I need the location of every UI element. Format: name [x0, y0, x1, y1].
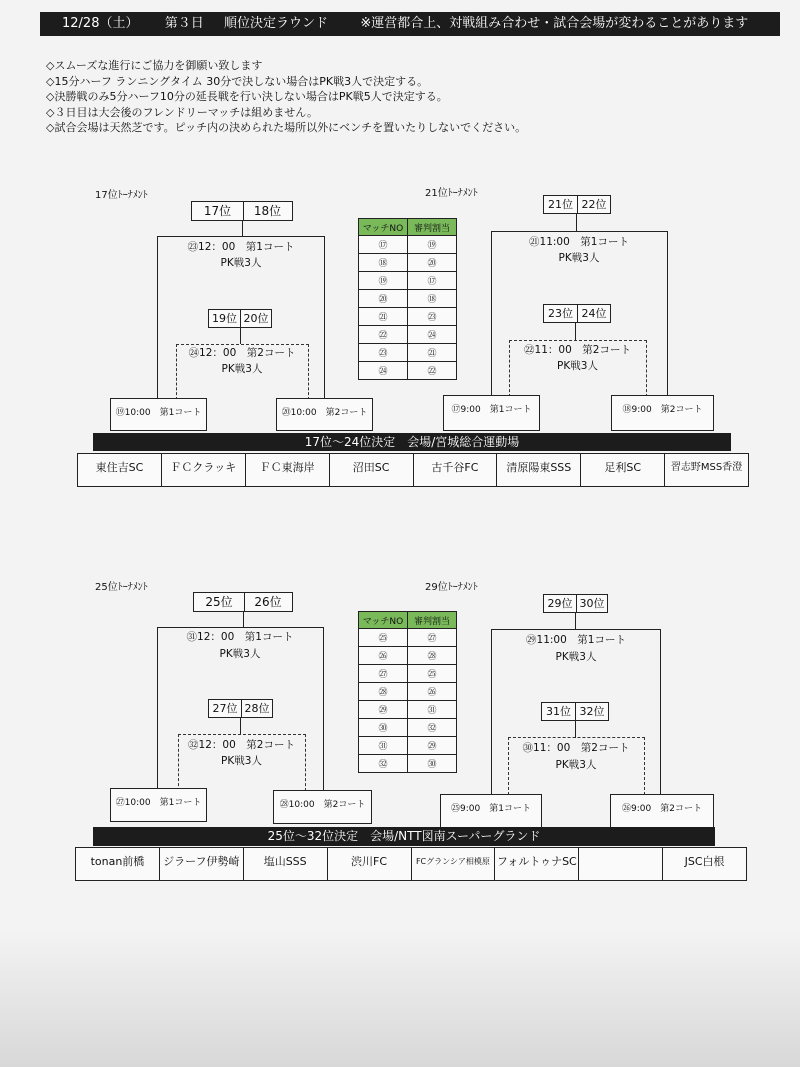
- note-item: ◇決勝戦のみ5分ハーフ10分の延長戦を行い決しない場合はPK戦5人で決定する。: [46, 90, 448, 103]
- ref-cell: ㉙: [408, 737, 457, 755]
- first-round-match: ⑱9:00 第2コート: [611, 395, 714, 431]
- referee-table: [358, 611, 457, 773]
- ref-cell: ㉔: [359, 362, 408, 380]
- note-item: ◇15分ハーフ ランニングタイム 30分で決しない場合はPK戦3人で決定する。: [46, 74, 429, 88]
- second-match-label: ㉒11：00 第2コート: [524, 344, 631, 356]
- tournament-title-21: 21位ﾄｰﾅﾒﾝﾄ: [425, 188, 478, 199]
- pk-label: PK戦3人: [221, 363, 263, 375]
- ref-cell: ⑲: [359, 272, 408, 290]
- first-round-match: ⑲10:00 第1コート: [110, 398, 207, 431]
- final-match-label: ㉓12：00 第1コート: [187, 241, 295, 253]
- ref-cell: ⑱: [408, 290, 457, 308]
- first-round-match: ⑰9:00 第1コート: [443, 395, 540, 431]
- first-round-match: ㉖9:00 第2コート: [610, 794, 714, 828]
- place-label: 17位: [203, 204, 232, 218]
- ref-cell: ⑰: [408, 272, 457, 290]
- place-label: 32位: [579, 705, 605, 718]
- ref-cell: ㉛: [359, 737, 408, 755]
- place-box-27-28: [208, 699, 273, 718]
- note-item: ◇スムーズな進行にご協力を御願い致します: [46, 59, 263, 72]
- ref-cell: ㉚: [359, 719, 408, 737]
- ref-cell: ㉕: [408, 665, 457, 683]
- pk-label: PK戦3人: [558, 252, 600, 264]
- place-box-17-18: [191, 201, 293, 221]
- header-bar: [40, 12, 780, 36]
- ref-cell: ㉜: [359, 755, 408, 773]
- team-name: ＦＣクラッキ: [162, 454, 246, 486]
- pk-label: PK戦3人: [220, 257, 262, 269]
- team-name: ジラーフ伊勢崎: [160, 848, 244, 880]
- tournament-title-17: 17位ﾄｰﾅﾒﾝﾄ: [95, 190, 148, 201]
- ref-header-assign: 審判割当: [408, 219, 457, 236]
- place-label: 25位: [205, 595, 233, 609]
- team-name: 塩山SSS: [244, 848, 328, 880]
- ref-cell: ⑱: [359, 254, 408, 272]
- ref-cell: ⑰: [359, 236, 408, 254]
- pk-label: PK戦3人: [221, 755, 262, 767]
- header-round: 順位決定ラウンド: [224, 16, 329, 31]
- team-name: [579, 848, 663, 880]
- first-round-match: ㉕9:00 第1コート: [440, 794, 542, 828]
- place-label: 31位: [546, 705, 571, 718]
- place-label: 27位: [212, 702, 238, 715]
- ref-cell: ㉛: [408, 701, 457, 719]
- note-item: ◇３日目は大会後のフレンドリーマッチは組めません。: [46, 105, 318, 119]
- place-box-21-22: [543, 195, 611, 214]
- pk-label: PK戦3人: [555, 651, 597, 663]
- team-name: 渋川FC: [328, 848, 412, 880]
- team-row: [75, 847, 747, 881]
- ref-cell: ⑳: [359, 290, 408, 308]
- second-match-label: ㉔12：00 第2コート: [188, 347, 296, 359]
- place-box-31-32: [541, 702, 609, 721]
- pk-label: PK戦3人: [555, 759, 597, 771]
- place-label: 23位: [548, 307, 573, 320]
- first-round-match: ㉗10:00 第1コート: [110, 788, 207, 822]
- header-date: 12/28（土）: [62, 16, 139, 31]
- team-name: 沼田SC: [330, 454, 414, 486]
- place-label: 18位: [253, 204, 282, 218]
- ref-cell: ㉙: [359, 701, 408, 719]
- header-notice: ※運営都合上、対戦組み合わせ・試合会場が変わることがあります: [360, 16, 749, 31]
- team-name: 古千谷FC: [414, 454, 498, 486]
- ref-header-assign: 審判割当: [408, 612, 457, 629]
- team-name: ＦＣ東海岸: [246, 454, 330, 486]
- ref-cell: ㉚: [408, 755, 457, 773]
- ref-cell: ㉔: [408, 326, 457, 344]
- paper-shadow: [0, 930, 800, 1067]
- notes-list: [46, 58, 526, 136]
- team-row: [77, 453, 749, 487]
- place-label: 30位: [579, 597, 605, 610]
- ref-cell: ⑳: [408, 254, 457, 272]
- venue-bar: 17位～24位決定 会場/宮城総合運動場: [93, 433, 731, 451]
- place-box-19-20: [208, 309, 272, 328]
- ref-cell: ㉖: [408, 683, 457, 701]
- final-match-label: ㉑11:00 第1コート: [529, 236, 629, 248]
- place-label: 21位: [548, 198, 573, 211]
- ref-cell: ㉑: [408, 344, 457, 362]
- ref-cell: ㉒: [408, 362, 457, 380]
- venue-bar: 25位～32位決定 会場/NTT図南スーパーグランド: [93, 827, 715, 846]
- place-box-23-24: [543, 304, 611, 323]
- pk-label: PK戦3人: [557, 360, 598, 372]
- note-item: ◇試合会場は天然芝です。ピッチ内の決められた場所以外にベンチを置いたりしないでください。: [46, 121, 527, 134]
- team-name: 習志野MSS香澄: [670, 462, 743, 473]
- ref-cell: ㉘: [408, 647, 457, 665]
- ref-cell: ㉒: [359, 326, 408, 344]
- referee-table: [358, 218, 457, 380]
- team-name: 足利SC: [581, 454, 665, 486]
- final-match-label: ㉛12：00 第1コート: [186, 631, 294, 643]
- tournament-title-29: 29位ﾄｰﾅﾒﾝﾄ: [425, 582, 478, 593]
- ref-cell: ㉓: [408, 308, 457, 326]
- pk-label: PK戦3人: [219, 648, 261, 660]
- place-label: 24位: [581, 307, 607, 320]
- team-name: JSC白根: [684, 855, 725, 868]
- first-round-match: ⑳10:00 第2コート: [276, 398, 373, 431]
- place-label: 29位: [547, 597, 573, 610]
- second-match-label: ㉚11：00 第2コート: [522, 742, 630, 754]
- tournament-title-25: 25位ﾄｰﾅﾒﾝﾄ: [95, 582, 148, 593]
- team-name: フォルトゥナSC: [495, 848, 579, 880]
- place-label: 20位: [243, 312, 269, 325]
- ref-cell: ⑲: [408, 236, 457, 254]
- ref-cell: ㉗: [359, 665, 408, 683]
- ref-cell: ㉑: [359, 308, 408, 326]
- header-day: 第３日: [164, 16, 204, 31]
- final-match-label: ㉙11:00 第1コート: [526, 634, 626, 646]
- ref-cell: ㉓: [359, 344, 408, 362]
- ref-cell: ㉘: [359, 683, 408, 701]
- ref-header-match: マッチNO: [359, 612, 408, 629]
- second-match-label: ㉜12：00 第2コート: [188, 739, 295, 751]
- first-round-match: ㉘10:00 第2コート: [273, 790, 372, 824]
- ref-cell: ㉖: [359, 647, 408, 665]
- ref-header-match: マッチNO: [359, 219, 408, 236]
- ref-cell: ㉗: [408, 629, 457, 647]
- team-name: FCグランシア相模原: [412, 848, 496, 880]
- team-name: 東住吉SC: [78, 454, 162, 486]
- team-name: 清原陽東SSS: [497, 454, 581, 486]
- place-box-25-26: [193, 592, 293, 612]
- place-label: 22位: [581, 198, 607, 211]
- ref-cell: ㉜: [408, 719, 457, 737]
- place-label: 26位: [254, 595, 282, 609]
- place-box-29-30: [543, 594, 608, 613]
- team-name: tonan前橋: [76, 848, 160, 880]
- place-label: 28位: [244, 702, 270, 715]
- place-label: 19位: [212, 312, 237, 325]
- ref-cell: ㉕: [359, 629, 408, 647]
